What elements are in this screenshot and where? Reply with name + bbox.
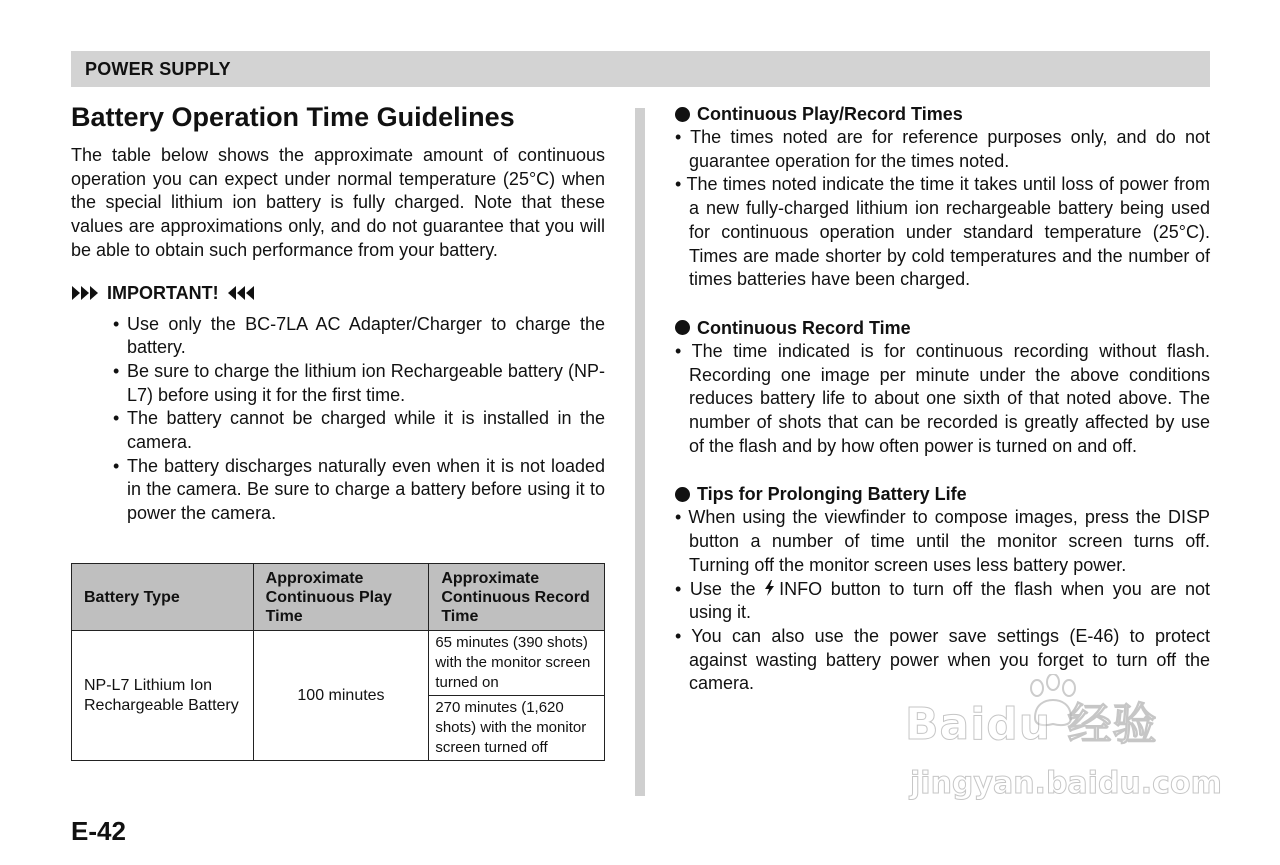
table-row [72, 631, 605, 696]
list-item: • The times noted indicate the time it takes until loss of power from a new fully-charged lithium ion rechargeable battery being used for continuous operation under standard temperature (25°C). Times are made shorter by cold temperatures and the number of times batteries have been charged. [675, 174, 1210, 290]
triple-arrow-left-icon [225, 285, 255, 301]
flash-icon [764, 580, 775, 596]
section-heading: Continuous Play/Record Times [675, 102, 1210, 126]
page-title: Battery Operation Time Guidelines [71, 102, 515, 132]
section-header-bar [71, 51, 1210, 87]
list-item: • The battery discharges naturally even when it is not loaded in the camera. Be sure to charge a battery before using it to power the camera. [113, 455, 605, 524]
section-battery-tips [675, 482, 1210, 696]
table-header-row [72, 564, 605, 631]
section-heading: Tips for Prolonging Battery Life [675, 482, 1210, 506]
watermark-logo-text: Baidu 经验 [905, 699, 1158, 750]
list-item: • When using the viewfinder to compose images, press the DISP button a number of time until the monitor screen turns off. Turning off the monitor screen uses less battery power. [675, 507, 1210, 575]
cell-record-monitor-on: 65 minutes (390 shots) with the monitor screen turned on [429, 631, 605, 696]
list-item: • Use only the BC-7LA AC Adapter/Charger to charge the battery. [113, 313, 605, 358]
section-list [675, 506, 1210, 696]
cell-battery-type: NP-L7 Lithium Ion Rechargeable Battery [72, 631, 254, 761]
list-item: • Be sure to charge the lithium ion Rechargeable battery (NP-L7) before using it for the first time. [113, 360, 605, 405]
info-button-label: INFO [779, 578, 823, 599]
watermark-url: jingyan.baidu.com [910, 766, 1222, 801]
section-list [675, 340, 1210, 459]
cell-record-monitor-off: 270 minutes (1,620 shots) with the monitor screen turned off [429, 696, 605, 761]
left-column [71, 100, 605, 526]
important-heading [71, 281, 605, 305]
page-number: E-42 [71, 816, 126, 846]
header-play-time: Approximate Continuous Play Time [253, 564, 429, 631]
bullet-circle-icon [675, 320, 690, 335]
list-item: • The battery cannot be charged while it is installed in the camera. [113, 408, 605, 453]
important-label: IMPORTANT! [107, 282, 219, 303]
cell-play-time: 100 minutes [253, 631, 429, 761]
list-item: • Use the INFO button to turn off the flash when you are not using it. [675, 578, 1210, 623]
column-divider [635, 108, 645, 796]
bullet-circle-icon [675, 487, 690, 502]
header-record-time: Approximate Continuous Record Time [429, 564, 605, 631]
intro-paragraph: The table below shows the approximate amount of continuous operation you can expect under normal temperature (25°C) when the special lithium ion battery is fully charged. Note that these values are approximations only, and do not guarantee that you will be able to obtain such performance from your battery. [71, 145, 605, 260]
list-item: • You can also use the power save settings (E-46) to protect against wasting battery power when you forget to turn off the camera. [675, 625, 1210, 694]
list-item: • The time indicated is for continuous recording without flash. Recording one image per minute under the above conditions reduces battery life to about one sixth of that noted above. The number of shots that can be recorded is greatly affected by use of the flash and by how often power is turned on and off. [675, 340, 1210, 456]
bullet-circle-icon [675, 107, 690, 122]
list-item: • The times noted are for reference purposes only, and do not guarantee operation for the times noted. [675, 127, 1210, 171]
section-heading: Continuous Record Time [675, 316, 1210, 340]
battery-time-table [71, 563, 605, 761]
section-list [675, 126, 1210, 292]
section-title: POWER SUPPLY [85, 59, 231, 79]
triple-arrow-right-icon [71, 285, 101, 301]
important-list [113, 313, 605, 526]
section-record-time [675, 316, 1210, 459]
section-play-record-times [675, 102, 1210, 292]
header-battery-type: Battery Type [72, 564, 254, 631]
right-column [675, 102, 1210, 720]
